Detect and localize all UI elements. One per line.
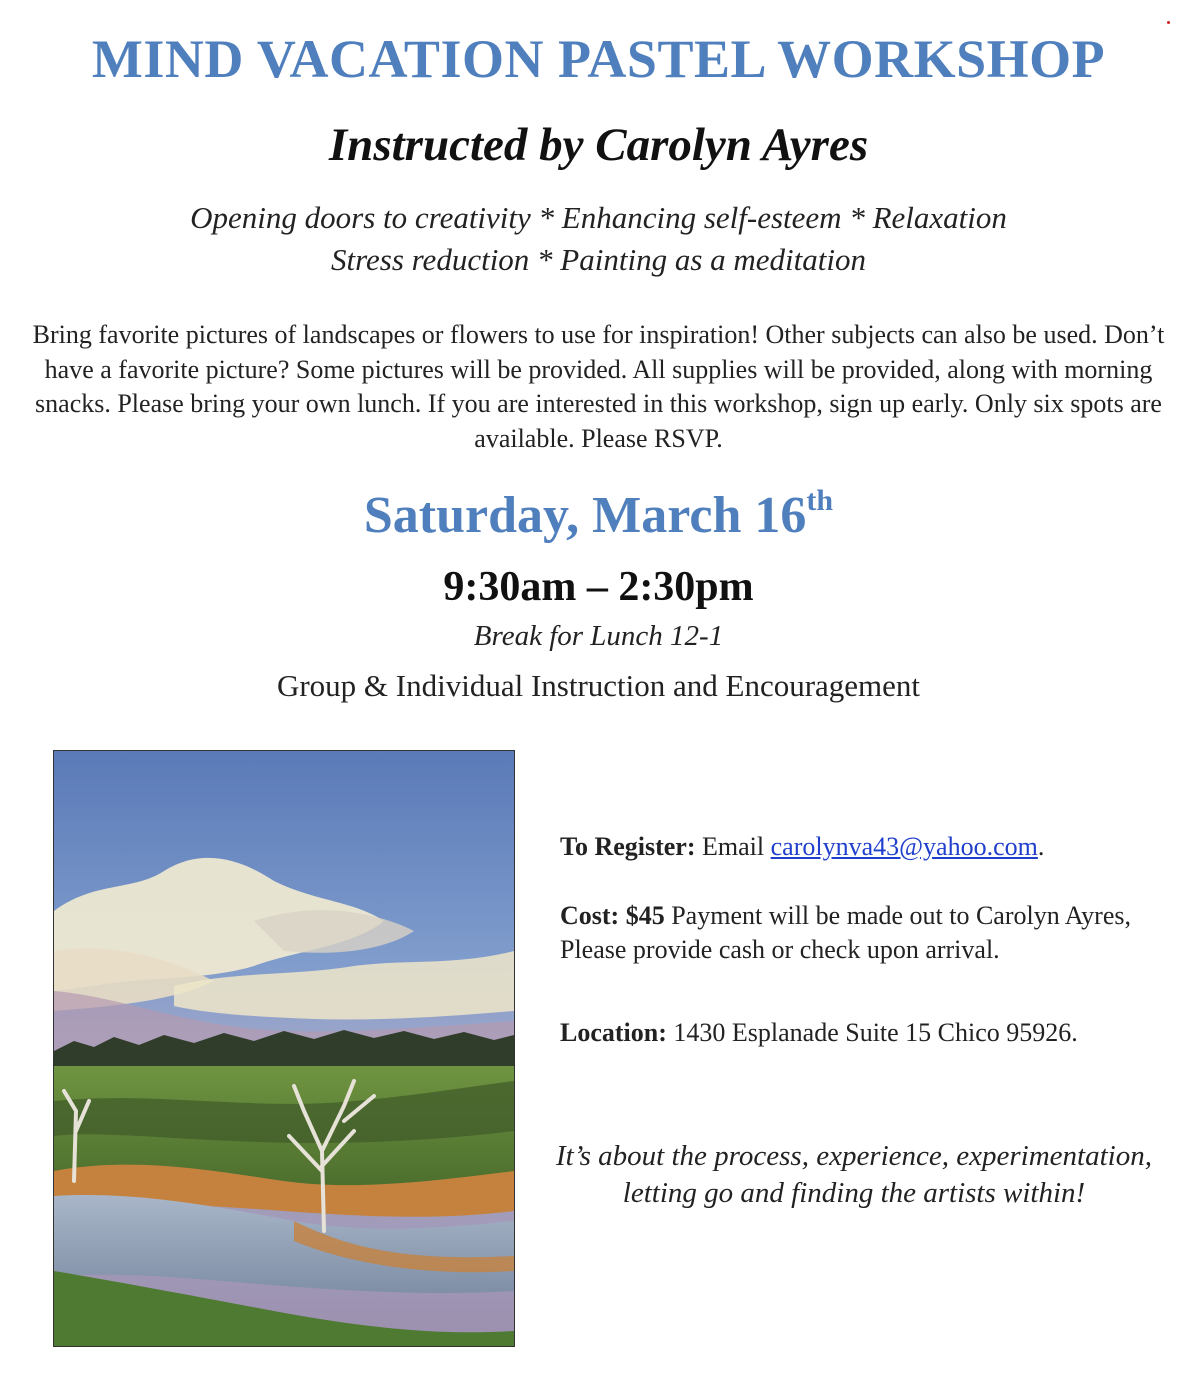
workshop-description: Bring favorite pictures of landscapes or flowers to use for inspiration! Other subjects can also be used. Don’t have a favorite picture? Some pictures will be provided. All supplies will be provided, along with morning snacks. Please bring your own lunch. If you are interested in this workshop, sign up early. Only six spots are available. Please RSVP.	[32, 320, 1165, 453]
register-label: To Register:	[560, 832, 696, 861]
instructor-subtitle: Instructed by Carolyn Ayres	[328, 119, 869, 171]
location-line	[560, 1016, 1160, 1050]
lunch-break: Break for Lunch 12-1	[473, 620, 724, 652]
tagline-line-1: Opening doors to creativity * Enhancing self-esteem * Relaxation	[190, 200, 1007, 235]
event-date-text: Saturday, March 16	[363, 487, 807, 544]
tagline-line-2: Stress reduction * Painting as a meditation	[330, 242, 866, 277]
closing-line-1: It’s about the process, experience, experimentation,	[556, 1140, 1152, 1172]
register-text: Email	[702, 832, 765, 861]
location-label: Location:	[560, 1018, 667, 1047]
red-dot-mark	[1167, 21, 1170, 24]
register-email-link[interactable]: carolynva43@yahoo.com	[770, 832, 1038, 861]
closing-line-2: letting go and finding the artists within!	[622, 1177, 1086, 1209]
instruction-line: Group & Individual Instruction and Encouragement	[276, 668, 921, 703]
flyer-title: MIND VACATION PASTEL WORKSHOP	[91, 29, 1106, 89]
location-text: 1430 Esplanade Suite 15 Chico 95926.	[673, 1018, 1078, 1047]
cost-line	[560, 899, 1160, 967]
event-date	[0, 486, 1197, 545]
register-line	[560, 830, 1160, 864]
event-date-suffix: th	[806, 484, 834, 517]
landscape-painting-image	[53, 750, 515, 1347]
event-time: 9:30am – 2:30pm	[443, 564, 754, 610]
cost-amount: $45	[625, 901, 665, 930]
cost-text: Payment will be made out to Carolyn Ayres, Please provide cash or check upon arrival.	[560, 901, 1131, 964]
closing-quote	[548, 1138, 1160, 1212]
cost-label: Cost:	[560, 901, 620, 930]
register-period: .	[1037, 832, 1045, 861]
